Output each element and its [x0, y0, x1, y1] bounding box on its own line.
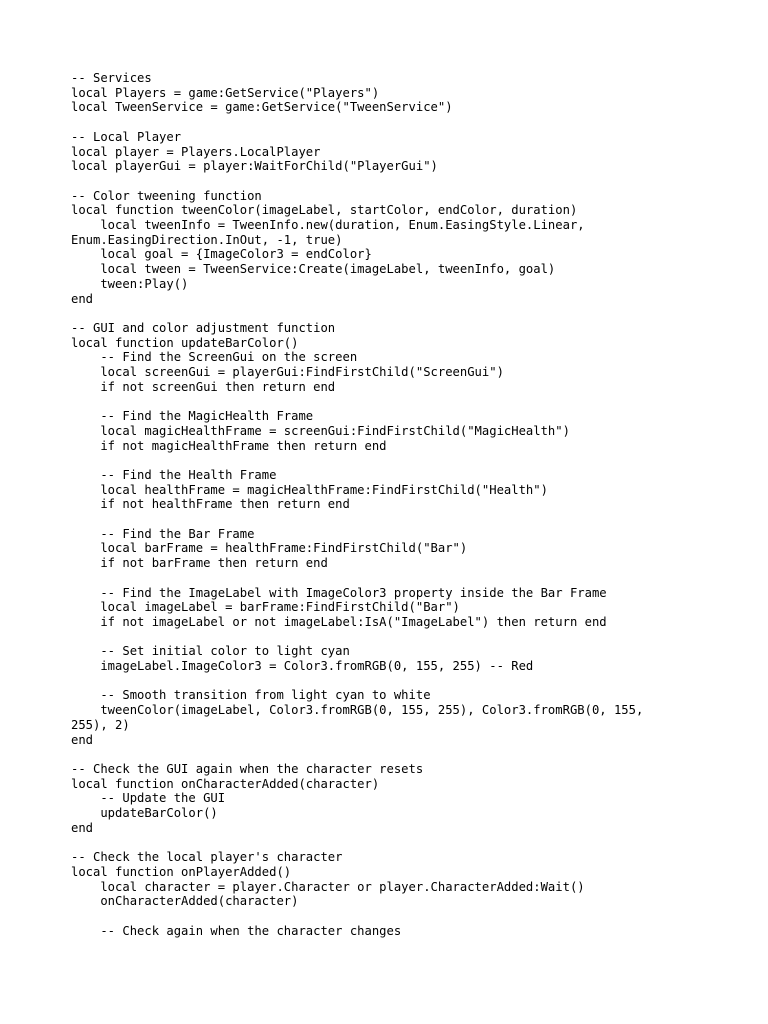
blank-line [71, 571, 731, 586]
code-line: -- Check again when the character changes [71, 923, 402, 938]
code-line: end [71, 732, 94, 747]
blank-line [71, 747, 731, 762]
code-line: if not healthFrame then return end [71, 497, 350, 512]
code-line: local player = Players.LocalPlayer [71, 144, 321, 159]
code-line: local tweenInfo = TweenInfo.new(duration, Enum.EasingStyle.Linear, [71, 218, 585, 232]
code-line: if not magicHealthFrame then return end [71, 438, 387, 453]
code-line: -- Find the ScreenGui on the screen [71, 350, 358, 365]
blank-line [71, 453, 731, 468]
blank-line [71, 394, 731, 409]
code-line: end [71, 291, 94, 306]
code-line: local barFrame = healthFrame:FindFirstChild("Bar") [71, 541, 468, 556]
document-page [71, 71, 731, 938]
code-line: local function onCharacterAdded(character) [71, 776, 380, 791]
code-line: if not imageLabel or not imageLabel:IsA("ImageLabel") then return end [71, 614, 607, 629]
code-line: onCharacterAdded(character) [71, 894, 299, 909]
code-line: imageLabel.ImageColor3 = Color3.fromRGB(0, 155, 255) -- Red [71, 659, 534, 673]
code-line: tweenColor(imageLabel, Color3.fromRGB(0, 155, 255), Color3.fromRGB(0, 155, [71, 703, 644, 718]
blank-line [71, 674, 731, 689]
code-line: local function updateBarColor() [71, 335, 299, 350]
code-line: if not barFrame then return end [71, 556, 328, 571]
code-line: local goal = {ImageColor3 = endColor} [71, 247, 372, 262]
code-line: local screenGui = playerGui:FindFirstChild("ScreenGui") [71, 365, 504, 380]
code-line: local character = player.Character or player.CharacterAdded:Wait() [71, 879, 585, 894]
blank-line [71, 630, 731, 645]
code-line: local TweenService = game:GetService("TweenService") [71, 100, 453, 115]
code-line: if not screenGui then return end [71, 379, 336, 394]
blank-line [71, 174, 731, 189]
code-line: local Players = game:GetService("Players") [71, 85, 380, 100]
blank-line [71, 306, 731, 321]
code-line: -- Update the GUI [71, 791, 226, 806]
code-line: -- Check the local player's character [71, 850, 343, 865]
code-line: -- Smooth transition from light cyan to white [71, 688, 431, 703]
code-line: -- Check the GUI again when the character resets [71, 761, 424, 776]
code-line: -- GUI and color adjustment function [71, 320, 336, 335]
code-line: 255), 2) [71, 717, 130, 732]
code-line: Enum.EasingDirection.InOut, -1, true) [71, 232, 343, 247]
blank-line [71, 512, 731, 527]
code-line: -- Services [71, 71, 152, 85]
blank-line [71, 835, 731, 850]
code-line: local function onPlayerAdded() [71, 864, 292, 879]
code-line: -- Find the MagicHealth Frame [71, 409, 314, 424]
code-line: local healthFrame = magicHealthFrame:FindFirstChild("Health") [71, 482, 548, 497]
code-line: local magicHealthFrame = screenGui:FindFirstChild("MagicHealth") [71, 423, 570, 438]
code-line: end [71, 820, 94, 835]
code-line: local function tweenColor(imageLabel, startColor, endColor, duration) [71, 203, 578, 218]
code-line: -- Find the ImageLabel with ImageColor3 property inside the Bar Frame [71, 585, 607, 600]
code-block [71, 71, 731, 938]
blank-line [71, 115, 731, 130]
code-line: -- Find the Bar Frame [71, 526, 255, 541]
code-line: local playerGui = player:WaitForChild("PlayerGui") [71, 159, 438, 174]
code-line: -- Find the Health Frame [71, 467, 277, 482]
code-line: local imageLabel = barFrame:FindFirstChild("Bar") [71, 600, 460, 615]
code-line: -- Color tweening function [71, 188, 262, 203]
blank-line [71, 909, 731, 924]
code-line: tween:Play() [71, 276, 189, 291]
code-line: -- Set initial color to light cyan [71, 644, 350, 659]
code-line: -- Local Player [71, 129, 182, 144]
code-line: updateBarColor() [71, 806, 218, 820]
code-line: local tween = TweenService:Create(imageLabel, tweenInfo, goal) [71, 262, 556, 277]
